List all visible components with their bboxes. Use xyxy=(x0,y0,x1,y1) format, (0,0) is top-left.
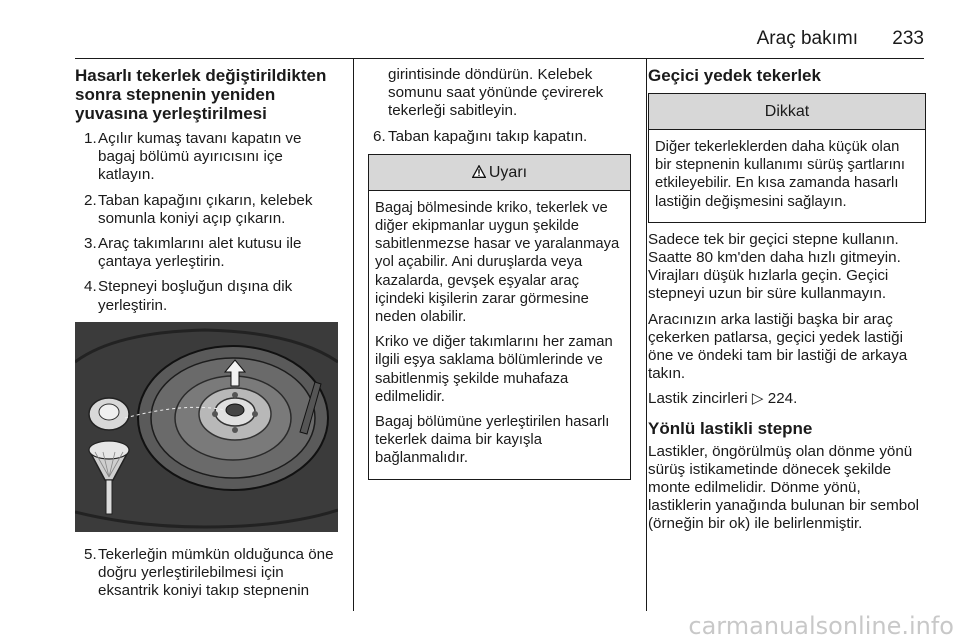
notice-body xyxy=(649,130,925,222)
steps-list-final xyxy=(368,128,631,146)
warning-triangle-icon xyxy=(472,156,486,191)
step-text: Açılır kumaş tavanı kapatın ve bagaj bölümü ayırıcısını içe katlayın. xyxy=(98,130,302,184)
step-continuation: girintisinde döndürün. Kelebek somunu saat yönünde çevirerek tekerleği sabitleyin. xyxy=(388,66,604,120)
body-paragraph: Lastikler, öngörülmüş olan dönme yönü sürüş istikametinde dönecek şekilde monte edilmelidir. Dönme yönü, lastiklerin yanağında bulunan bir sembol (örneğin bir ok) ile belirlenmiştir. xyxy=(648,442,920,533)
header-title: Araç bakımı xyxy=(756,28,858,49)
step-text: Taban kapağını takıp kapatın. xyxy=(388,127,588,145)
steps-list-continued xyxy=(75,546,340,601)
warning-paragraph: Bagaj bölmesinde kriko, tekerlek ve diğer ekipmanlar uygun şekilde sabitlenmezse hasar ve yaralanmaya yol açabilir. Ani duruşlarda veya kazalarda, gevşek eşyalar araç içindeki kişilerin zarar görmesine neden olabilir. xyxy=(375,199,620,326)
warning-paragraph: Kriko ve diğer takımlarını her zaman ilgili eşya saklama bölümlerinde ve sabitlenmiş şekilde muhafaza edilmelidir. xyxy=(375,334,613,405)
warning-header xyxy=(369,155,630,191)
list-item xyxy=(75,130,340,185)
step-number: 5. xyxy=(84,545,97,563)
column-divider xyxy=(353,59,354,611)
body-paragraph: Sadece tek bir geçici stepne kullanın. Saatte 80 km'den daha hızlı gitmeyin. Virajları düşük hızlarla geçin. Geçici stepneyi uzun bir süre kullanmayın. xyxy=(648,230,901,303)
section-heading: Geçici yedek tekerlek xyxy=(648,66,821,85)
header-rule xyxy=(75,58,924,59)
spare-wheel-illustration xyxy=(75,322,338,532)
page-ref-icon: ▷ xyxy=(751,390,764,408)
step-number: 6. xyxy=(373,127,386,145)
step-text: Taban kapağını çıkarın, kelebek somunla koniyi açıp çıkarın. xyxy=(98,191,313,227)
step-text: Araç takımlarını alet kutusu ile çantaya yerleştirin. xyxy=(98,235,302,271)
chains-page-ref[interactable]: 224. xyxy=(767,390,798,408)
middle-column xyxy=(368,66,631,480)
list-item xyxy=(75,192,340,228)
body-paragraph: Aracınızın arka lastiği başka bir araç çekerken patlarsa, geçici yedek lastiği öne ve öndeki tam bir lastiği de arkaya takın. xyxy=(648,310,908,383)
spare-wheel-drawing xyxy=(75,322,338,532)
right-column xyxy=(648,66,926,541)
subsection-heading: Yönlü lastikli stepne xyxy=(648,418,813,438)
chains-reference xyxy=(648,390,926,408)
step-text: Tekerleğin mümkün olduğunca öne doğru yerleştirilebilmesi için eksantrik koniyi takıp stepnenin xyxy=(98,545,334,600)
notice-header: Dikkat xyxy=(649,94,925,130)
warning-paragraph: Bagaj bölümüne yerleştirilen hasarlı tekerlek daima bir kayışla bağlanmalıdır. xyxy=(375,414,610,467)
list-item xyxy=(368,128,631,146)
watermark: carmanualsonline.info xyxy=(688,612,954,640)
step-number: 4. xyxy=(84,278,97,296)
list-item xyxy=(75,546,340,601)
left-column xyxy=(75,66,340,607)
warning-title: Uyarı xyxy=(488,163,528,181)
step-number: 1. xyxy=(84,130,97,147)
warning-box xyxy=(368,154,631,480)
page-number: 233 xyxy=(892,28,924,49)
list-item xyxy=(75,235,340,271)
column-divider xyxy=(646,59,647,611)
notice-text: Diğer tekerleklerden daha küçük olan bir stepnenin kullanımı sürüş şartlarını etkileyebilir. En kısa zamanda hasarlı lastiğin değişmesini sağlayın. xyxy=(655,139,906,210)
chains-text: Lastik zincirleri xyxy=(648,390,748,408)
list-item xyxy=(75,278,340,314)
steps-list xyxy=(75,130,340,315)
notice-box xyxy=(648,93,926,223)
section-heading: Hasarlı tekerlek değiştirildikten sonra stepnenin yeniden yuvasına yerleştirilmesi xyxy=(75,66,327,123)
step-number: 3. xyxy=(84,235,97,253)
warning-body xyxy=(369,191,630,479)
step-number: 2. xyxy=(84,191,97,209)
step-text: Stepneyi boşluğun dışına dik yerleştirin. xyxy=(98,278,293,314)
